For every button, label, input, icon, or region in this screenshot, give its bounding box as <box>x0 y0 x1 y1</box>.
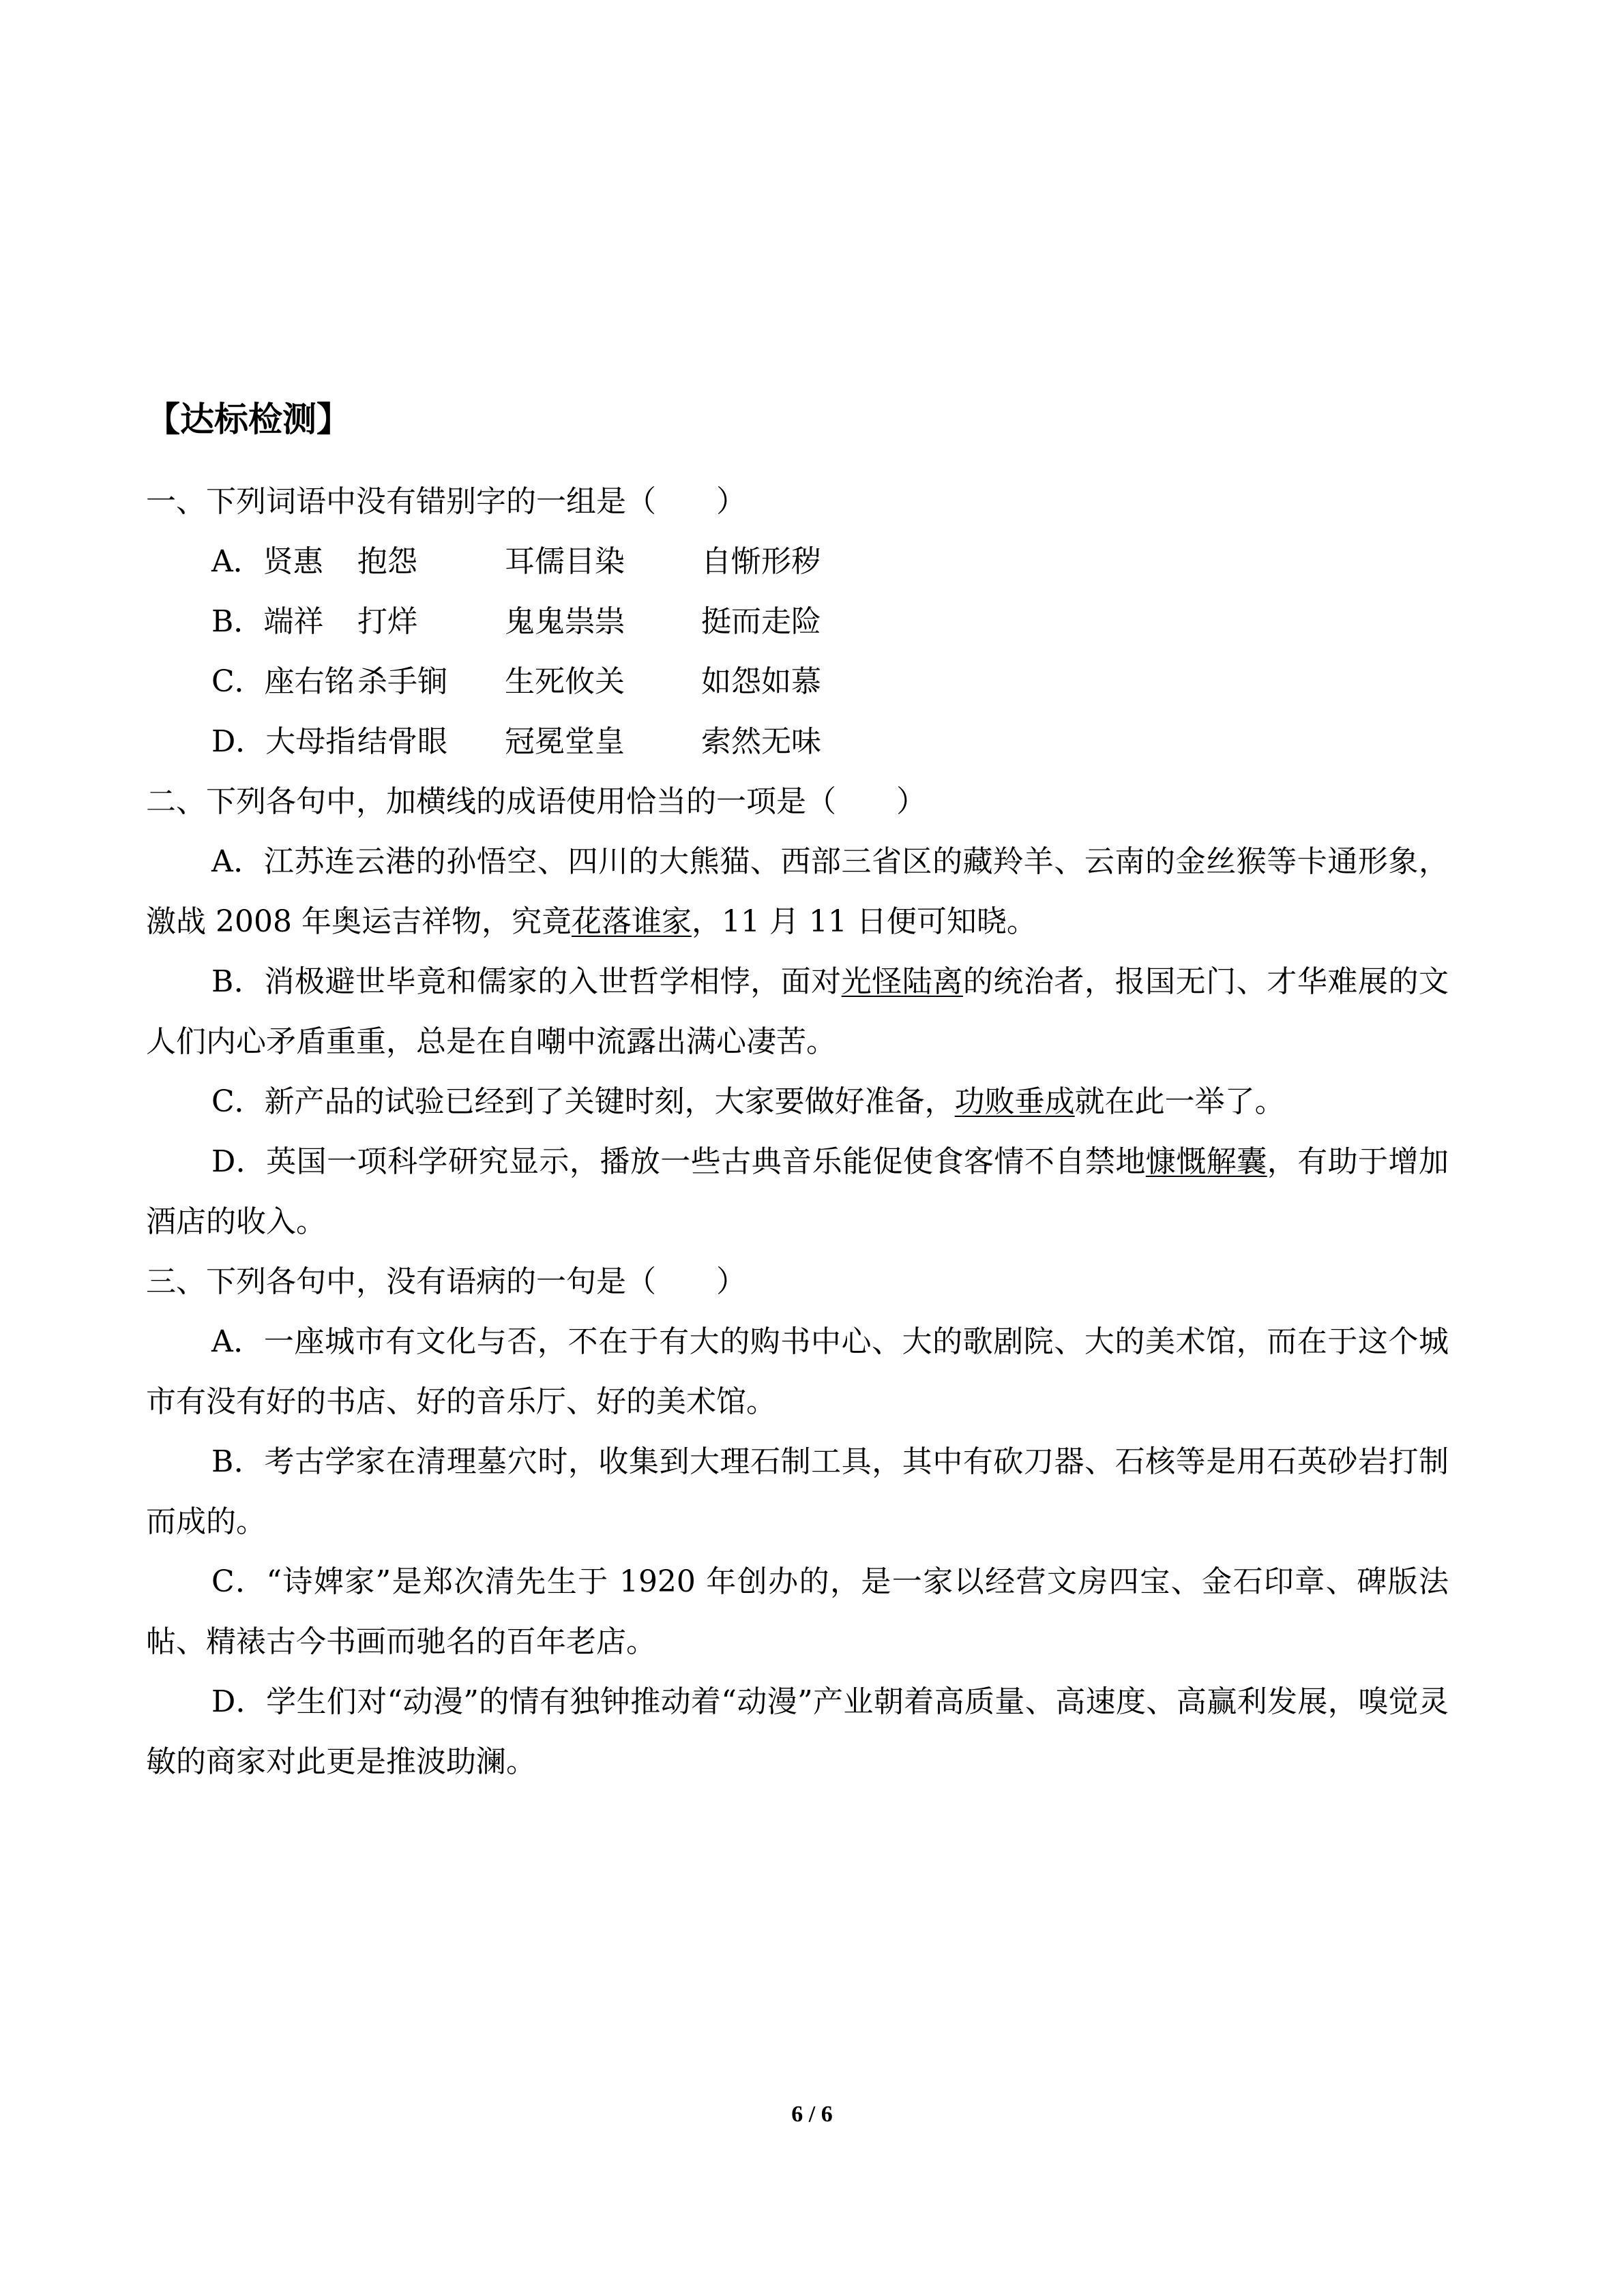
q2-c-text-pre: C．新产品的试验已经到了关键时刻，大家要做好准备， <box>211 1084 955 1119</box>
q1-option-a <box>146 532 1449 592</box>
q1-c-word2: 杀手锏 <box>357 664 447 699</box>
q1-option-c <box>146 652 1449 712</box>
section-title: 【达标检测】 <box>146 399 351 439</box>
q1-c-label: C．座右铭 <box>211 664 355 699</box>
q2-a-text-pre: A．江苏连云港的孙悟空、四川的大熊猫、西部三省区的藏羚羊、云南的金丝猴等卡通形象，激战 2008 年奥运吉祥物，究竟 <box>146 844 1449 939</box>
q2-b-text-pre: B．消极避世毕竟和儒家的入世哲学相悖，面对 <box>211 964 842 999</box>
q1-a-word2: 抱怨 <box>357 544 417 579</box>
q2-c-underlined-idiom: 功败垂成 <box>954 1084 1075 1119</box>
q3-stem: 三、下列各句中，没有语病的一句是（ ） <box>146 1264 746 1299</box>
q2-d-text-pre: D．英国一项科学研究显示，播放一些古典音乐能促使食客情不自禁地 <box>211 1144 1146 1179</box>
q1-option-d <box>146 712 1449 772</box>
q1-a-word4: 自惭形秽 <box>701 544 821 579</box>
q1-a-label: A．贤惠 <box>211 544 323 579</box>
q2-option-c <box>146 1072 1449 1132</box>
q3-option-d: D．学生们对“动漫”的情有独钟推动着“动漫”产业朝着高质量、高速度、高赢利发展，嗅觉灵敏的商家对此更是推波助澜。 <box>146 1684 1449 1779</box>
q1-d-label: D．大母指 <box>211 724 356 759</box>
q2-option-a <box>146 832 1449 952</box>
q1-d-word2: 结骨眼 <box>357 724 447 759</box>
q2-option-d <box>146 1132 1449 1252</box>
q2-stem: 二、下列各句中，加横线的成语使用恰当的一项是（ ） <box>146 784 926 819</box>
page-number: 6 / 6 <box>791 2102 833 2127</box>
q1-a-word3: 耳儒目染 <box>505 544 625 579</box>
q1-b-word4: 挺而走险 <box>701 604 821 639</box>
q3-option-c: C．“诗婢家”是郑次清先生于 1920 年创办的，是一家以经营文房四宝、金石印章、碑版法帖、精裱古今书画而驰名的百年老店。 <box>146 1564 1449 1659</box>
q1-b-word3: 鬼鬼祟祟 <box>505 604 625 639</box>
q3-option-a: A．一座城市有文化与否，不在于有大的购书中心、大的歌剧院、大的美术馆，而在于这个城市有没有好的书店、好的音乐厅、好的美术馆。 <box>146 1324 1449 1419</box>
q2-d-underlined-idiom: 慷慨解囊 <box>1145 1144 1267 1179</box>
q2-option-b <box>146 952 1449 1072</box>
q1-stem: 一、下列词语中没有错别字的一组是（ ） <box>146 484 746 519</box>
q2-a-underlined-idiom: 花落谁家 <box>571 904 692 939</box>
q3-option-b: B．考古学家在清理墓穴时，收集到大理石制工具，其中有砍刀器、石核等是用石英砂岩打制而成的。 <box>146 1444 1449 1539</box>
question-body <box>146 472 1449 1792</box>
q1-c-word3: 生死攸关 <box>505 664 625 699</box>
q2-d-text-post: ，有助于增加酒店的收入。 <box>146 1144 1449 1239</box>
q1-option-b <box>146 592 1449 652</box>
q1-d-word4: 索然无味 <box>701 724 821 759</box>
q2-c-text-post: 就在此一举了。 <box>1074 1084 1285 1119</box>
q1-b-label: B．端祥 <box>211 604 324 639</box>
q2-a-text-post: ，11 月 11 日便可知晓。 <box>691 904 1037 939</box>
q2-b-text-post: 的统治者，报国无门、才华难展的文人们内心矛盾重重，总是在自嘲中流露出满心凄苦。 <box>146 964 1449 1059</box>
q2-b-underlined-idiom: 光怪陆离 <box>841 964 963 999</box>
q1-d-word3: 冠冕堂皇 <box>505 724 625 759</box>
q1-b-word2: 打烊 <box>357 604 417 639</box>
q1-c-word4: 如怨如慕 <box>701 664 821 699</box>
